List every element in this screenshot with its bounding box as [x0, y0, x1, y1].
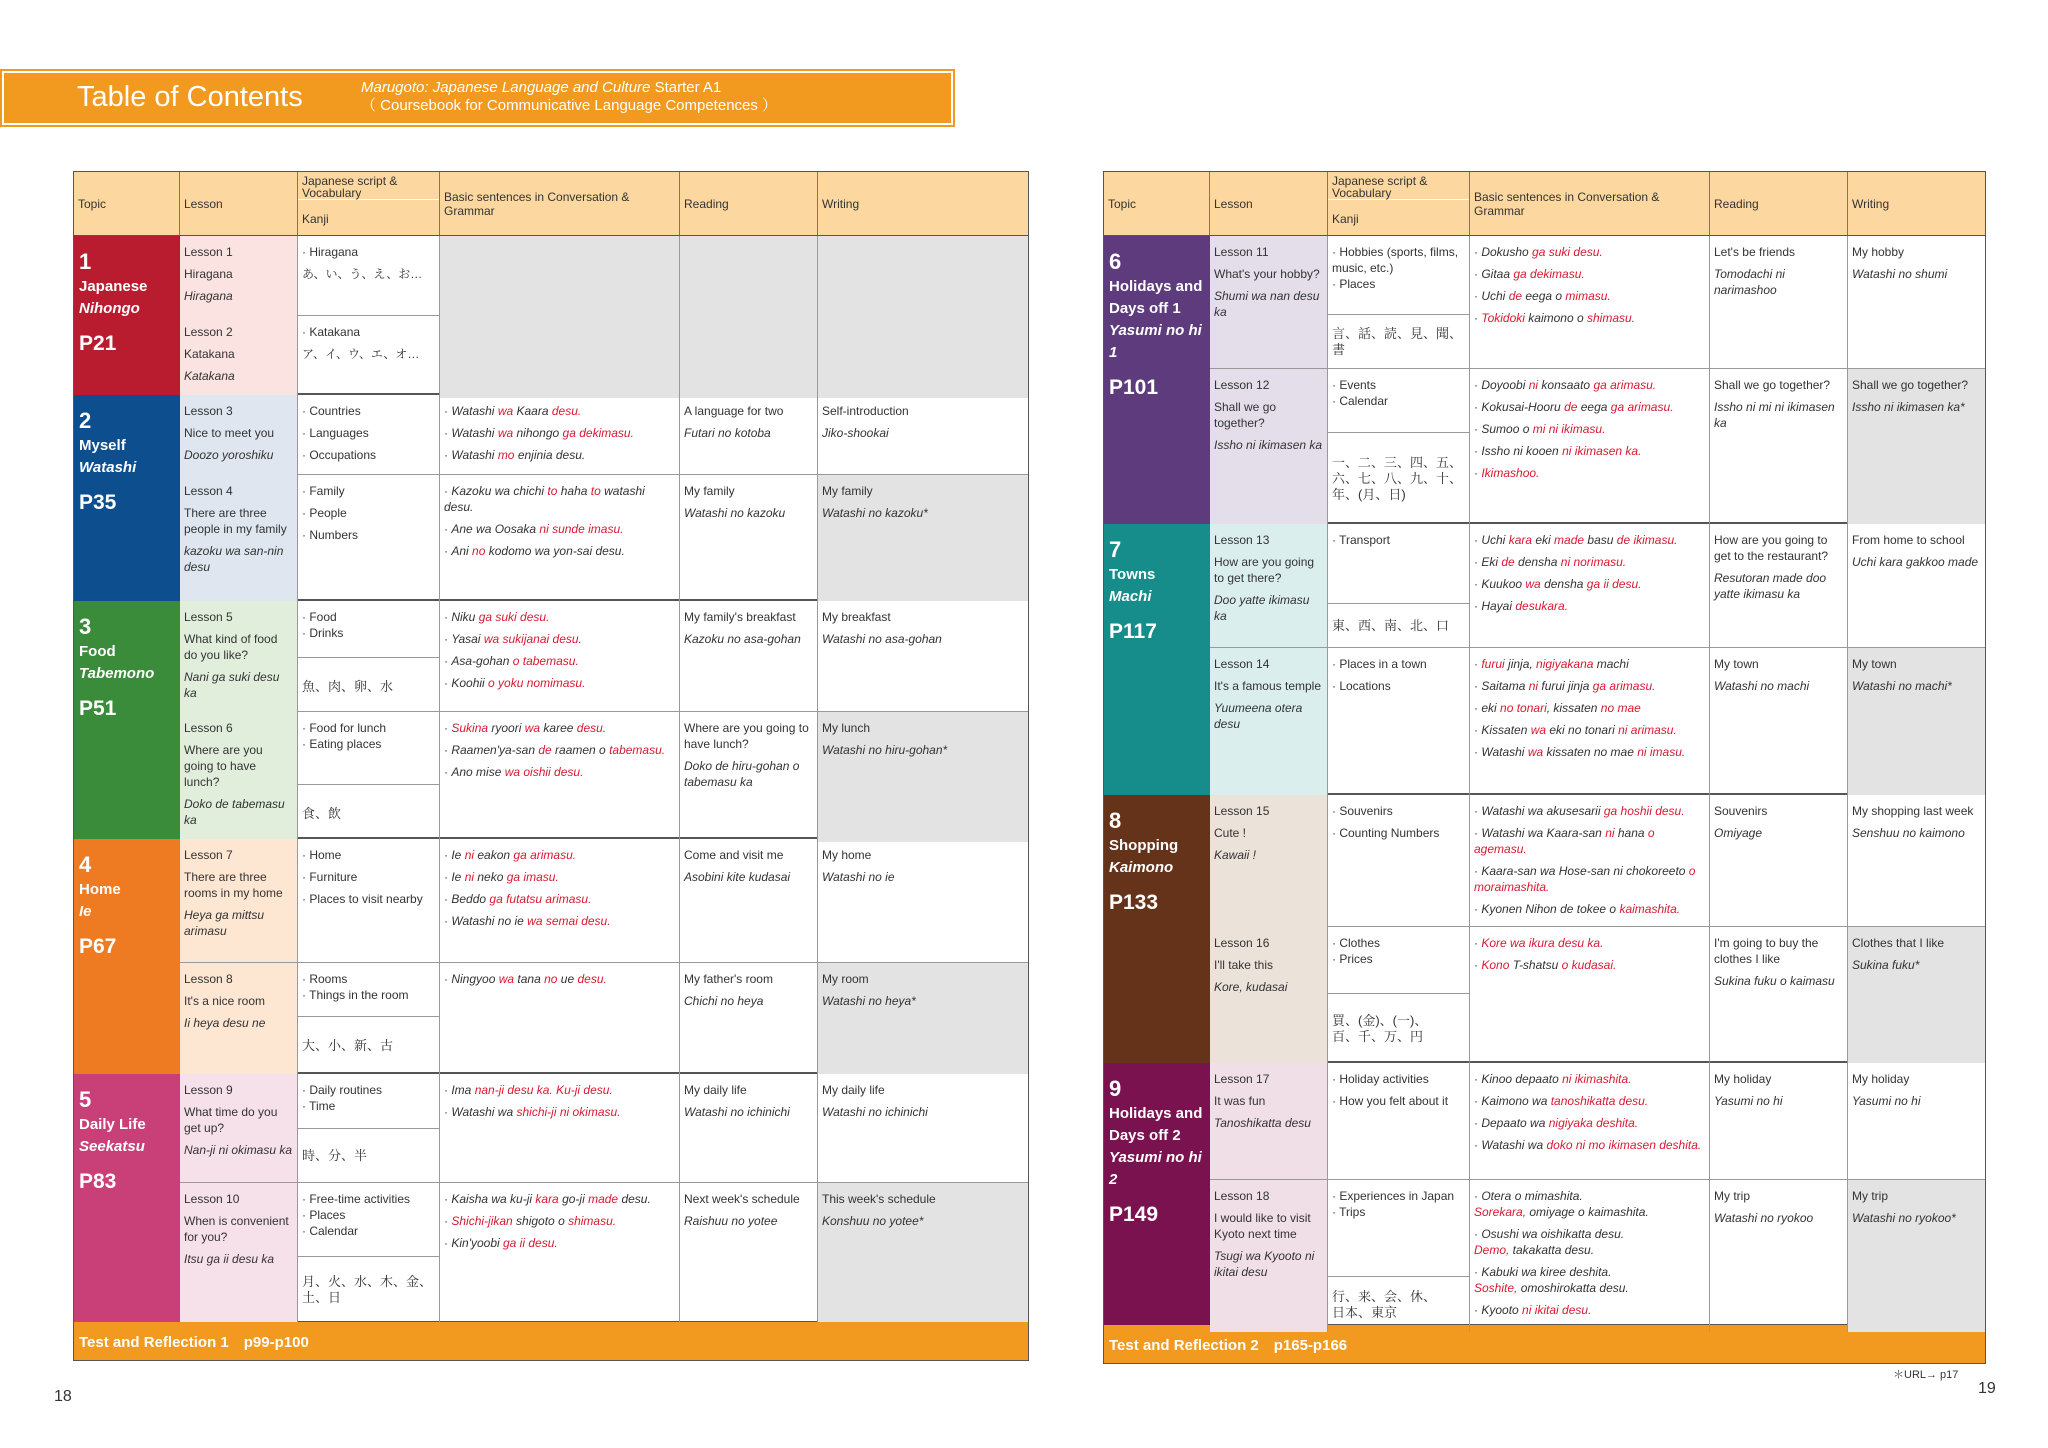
page-number-left: 18: [54, 1388, 72, 1405]
lesson-18: Lesson 18 I would like to visit Kyoto next time Tsugi wa Kyooto ni ikitai desu · Experiences in Japan · Trips 行、来、会、休、 日本、東京 · Otera o mimashita. Sorekara, omiyage o kaimashita. · Osushi wa oishikatta desu. Demo, takakatta desu. · Kabuki wa kiree deshita. Soshite, omoshirokatta desu. · Kyooto ni ikitai desu. My trip Watashi no ryokoo My trip Watashi no ryokoo*: [1210, 1180, 1985, 1325]
lesson-6: Lesson 6 Where are you going to have lunch? Doko de tabemasu ka · Food for lunch · Eating places 食、飲 · Sukina ryoori wa karee desu. · Raamen'ya-san de raamen o tabemasu. · Ano mise wa oishii desu. Where are you going to have lunch? Doko de hiru-gohan o tabemasu ka My lunch Watashi no hiru-gohan*: [180, 712, 1028, 839]
title-banner: [0, 69, 955, 127]
lesson-4: Lesson 4 There are three people in my family kazoku wa san-nin desu · Family · People · Numbers · Kazoku wa chichi to haha to watashi desu. · Ane wa Oosaka ni sunde imasu. · Ani no kodomo wa yon-sai desu. My family Watashi no kazoku My family Watashi no kazoku*: [180, 475, 1028, 601]
lesson-10: Lesson 10 When is convenient for you? Itsu ga ii desu ka · Free-time activities · Places · Calendar 月、火、水、木、金、 土、日 · Kaisha wa ku-ji kara go-ji made desu. · Shichi-jikan shigoto o shimasu. · Kin'yoobi ga ii desu. Next week's schedule Raishuu no yotee This week's schedule Konshuu no yotee*: [180, 1183, 1028, 1322]
book-subtitle: Marugoto: Japanese Language and Culture Starter A1 （ Coursebook for Communicative Language Competences ）: [361, 79, 778, 114]
lesson-16: Lesson 16 I'll take this Kore, kudasai · Clothes · Prices 買、(金)、(一)、 百、千、万、円 · Kore wa ikura desu ka. · Kono T-shatsu o kudasai. I'm going to buy the clothes I like Sukina fuku o kaimasu Clothes that I like Sukina fuku*: [1210, 927, 1985, 1063]
topic-2: 2 Myself Watashi P35 Lesson 3 Nice to meet you Doozo yoroshiku · Countries · Languages · Occupations · Watashi wa Kaara desu. · Watashi wa nihongo ga dekimasu. · Watashi mo enjinia desu. A language for two Futari no kotoba Self-introduction Jiko-shookai Lesson 4 There are three people in my family kazoku wa san-nin desu · Family · People · Numbers · Kazoku wa chichi to haha to watashi desu. · Ane wa Oosaka ni sunde imasu. · Ani no kodomo wa yon-sai desu. My family Watashi no kazoku My family Watashi no kazoku*: [74, 395, 1028, 601]
lesson-8: Lesson 8 It's a nice room Ii heya desu ne · Rooms · Things in the room 大、小、新、古 · Ningyoo wa tana no ue desu. My father's room Chichi no heya My room Watashi no heya*: [180, 963, 1028, 1074]
table-header: Topic Lesson Japanese script & Vocabulary Kanji Basic sentences in Conversation & Grammar Reading Writing: [74, 172, 1028, 236]
table-header: Topic Lesson Japanese script & Vocabulary Kanji Basic sentences in Conversation & Grammar Reading Writing: [1104, 172, 1985, 236]
lesson-3: Lesson 3 Nice to meet you Doozo yoroshiku · Countries · Languages · Occupations · Watashi wa Kaara desu. · Watashi wa nihongo ga dekimasu. · Watashi mo enjinia desu. A language for two Futari no kotoba Self-introduction Jiko-shookai: [180, 395, 1028, 475]
topic-5: 5 Daily Life Seekatsu P83 Lesson 9 What time do you get up? Nan-ji ni okimasu ka · Daily routines · Time 時、分、半 · Ima nan-ji desu ka. Ku-ji desu. · Watashi wa shichi-ji ni okimasu. My daily life Watashi no ichinichi My daily life Watashi no ichinichi Lesson 10 When is convenient for you? Itsu ga ii desu ka · Free-time activities · Places · Calendar 月、火、水、木、金、 土、日 · Kaisha wa ku-ji kara go-ji made desu. · Shichi-jikan shigoto o shimasu. · Kin'yoobi ga ii desu. Next week's schedule Raishuu no yotee This week's schedule Konshuu no yotee*: [74, 1074, 1028, 1322]
contents-table-right: [1103, 171, 1986, 1364]
lesson-15: Lesson 15 Cute ! Kawaii ! · Souvenirs · Counting Numbers · Watashi wa akusesarii ga hoshii desu. · Watashi wa Kaara-san ni hana o agemasu. · Kaara-san wa Hose-san ni chokoreeto o moraimashita. · Kyonen Nihon de tokee o kaimashita. Souvenirs Omiyage My shopping last week Senshuu no kaimono: [1210, 795, 1985, 927]
topic-7: 7 Towns Machi P117 Lesson 13 How are you going to get there? Doo yatte ikimasu ka · Transport 東、西、南、北、口 · Uchi kara eki made basu de ikimasu. · Eki de densha ni norimasu. · Kuukoo wa densha ga ii desu. · Hayai desukara. How are you going to get to the restaurant? Resutoran made doo yatte ikimasu ka From home to school Uchi kara gakkoo made Lesson 14 It's a famous temple Yuumeena otera desu · Places in a town · Locations · furui jinja, nigiyakana machi · Saitama ni furui jinja ga arimasu. · eki no tonari, kissaten no mae · Kissaten wa eki no tonari ni arimasu. · Watashi wa kissaten no mae ni imasu. My town Watashi no machi My town Watashi no machi*: [1104, 524, 1985, 795]
url-footnote: ＊URL→ p17: [1893, 1369, 1959, 1381]
lesson-11: Lesson 11 What's your hobby? Shumi wa nan desu ka · Hobbies (sports, films, music, etc.) · Places 言、話、読、見、聞、 書 · Dokusho ga suki desu. · Gitaa ga dekimasu. · Uchi de eega o mimasu. · Tokidoki kaimono o shimasu. Let's be friends Tomodachi ni narimashoo My hobby Watashi no shumi: [1210, 236, 1985, 369]
topic-1: 1 Japanese Nihongo P21 Lesson 1 Hiragana Hiragana · Hiragana あ、い、う、え、お… Lesson 2 Katakana Katakana · Katakana ア、イ、ウ、エ、オ…: [74, 236, 1028, 395]
topic-4: 4 Home Ie P67 Lesson 7 There are three rooms in my home Heya ga mittsu arimasu · Home · Furniture · Places to visit nearby · Ie ni eakon ga arimasu. · Ie ni neko ga imasu. · Beddo ga futatsu arimasu. · Watashi no ie wa semai desu. Come and visit me Asobini kite kudasai My home Watashi no ie Lesson 8 It's a nice room Ii heya desu ne · Rooms · Things in the room 大、小、新、古 · Ningyoo wa tana no ue desu. My father's room Chichi no heya My room Watashi no heya*: [74, 839, 1028, 1074]
lesson-7: Lesson 7 There are three rooms in my home Heya ga mittsu arimasu · Home · Furniture · Places to visit nearby · Ie ni eakon ga arimasu. · Ie ni neko ga imasu. · Beddo ga futatsu arimasu. · Watashi no ie wa semai desu. Come and visit me Asobini kite kudasai My home Watashi no ie: [180, 839, 1028, 963]
topic-9: 9 Holidays and Days off 2 Yasumi no hi 2 P149 Lesson 17 It was fun Tanoshikatta desu · Holiday activities · How you felt about it · Kinoo depaato ni ikimashita. · Kaimono wa tanoshikatta desu. · Depaato wa nigiyaka deshita. · Watashi wa doko ni mo ikimasen deshita. My holiday Yasumi no hi My holiday Yasumi no hi Lesson 18 I would like to visit Kyoto next time Tsugi wa Kyooto ni ikitai desu · Experiences in Japan · Trips 行、来、会、休、 日本、東京 · Otera o mimashita. Sorekara, omiyage o kaimashita. · Osushi wa oishikatta desu. Demo, takakatta desu. · Kabuki wa kiree deshita. Soshite, omoshirokatta desu. · Kyooto ni ikitai desu. My trip Watashi no ryokoo My trip Watashi no ryokoo*: [1104, 1063, 1985, 1325]
lesson-2: Lesson 2 Katakana Katakana · Katakana ア、イ、ウ、エ、オ…: [180, 316, 1028, 395]
lesson-17: Lesson 17 It was fun Tanoshikatta desu · Holiday activities · How you felt about it · Kinoo depaato ni ikimashita. · Kaimono wa tanoshikatta desu. · Depaato wa nigiyaka deshita. · Watashi wa doko ni mo ikimasen deshita. My holiday Yasumi no hi My holiday Yasumi no hi: [1210, 1063, 1985, 1180]
contents-table-left: [73, 171, 1029, 1361]
topic-8: 8 Shopping Kaimono P133 Lesson 15 Cute ! Kawaii ! · Souvenirs · Counting Numbers · Watashi wa akusesarii ga hoshii desu. · Watashi wa Kaara-san ni hana o agemasu. · Kaara-san wa Hose-san ni chokoreeto o moraimashita. · Kyonen Nihon de tokee o kaimashita. Souvenirs Omiyage My shopping last week Senshuu no kaimono Lesson 16 I'll take this Kore, kudasai · Clothes · Prices 買、(金)、(一)、 百、千、万、円 · Kore wa ikura desu ka. · Kono T-shatsu o kudasai. I'm going to buy the clothes I like Sukina fuku o kaimasu Clothes that I like Sukina fuku*: [1104, 795, 1985, 1063]
topic-6: 6 Holidays and Days off 1 Yasumi no hi 1 P101 Lesson 11 What's your hobby? Shumi wa nan desu ka · Hobbies (sports, films, music, etc.) · Places 言、話、読、見、聞、 書 · Dokusho ga suki desu. · Gitaa ga dekimasu. · Uchi de eega o mimasu. · Tokidoki kaimono o shimasu. Let's be friends Tomodachi ni narimashoo My hobby Watashi no shumi Lesson 12 Shall we go together? Issho ni ikimasen ka · Events · Calendar 一、二、三、四、五、 六、七、八、九、十、 年、(月、日) · Doyoobi ni konsaato ga arimasu. · Kokusai-Hooru de eega ga arimasu. · Sumoo o mi ni ikimasu. · Issho ni kooen ni ikimasen ka. · Ikimashoo. Shall we go together? Issho ni mi ni ikimasen ka Shall we go together? Issho ni ikimasen ka*: [1104, 236, 1985, 524]
page-number-right: 19: [1978, 1380, 1996, 1397]
test-reflection-2: Test and Reflection 2 p165-p166: [1104, 1325, 1985, 1363]
lesson-9: Lesson 9 What time do you get up? Nan-ji ni okimasu ka · Daily routines · Time 時、分、半 · Ima nan-ji desu ka. Ku-ji desu. · Watashi wa shichi-ji ni okimasu. My daily life Watashi no ichinichi My daily life Watashi no ichinichi: [180, 1074, 1028, 1183]
lesson-5: Lesson 5 What kind of food do you like? Nani ga suki desu ka · Food · Drinks 魚、肉、卵、水 · Niku ga suki desu. · Yasai wa sukijanai desu. · Asa-gohan o tabemasu. · Koohii o yoku nomimasu. My family's breakfast Kazoku no asa-gohan My breakfast Watashi no asa-gohan: [180, 601, 1028, 712]
lesson-13: Lesson 13 How are you going to get there? Doo yatte ikimasu ka · Transport 東、西、南、北、口 · Uchi kara eki made basu de ikimasu. · Eki de densha ni norimasu. · Kuukoo wa densha ga ii desu. · Hayai desukara. How are you going to get to the restaurant? Resutoran made doo yatte ikimasu ka From home to school Uchi kara gakkoo made: [1210, 524, 1985, 648]
page-title: Table of Contents: [77, 81, 303, 113]
test-reflection-1: Test and Reflection 1 p99-p100: [74, 1322, 1028, 1360]
lesson-1: Lesson 1 Hiragana Hiragana · Hiragana あ、い、う、え、お…: [180, 236, 1028, 316]
lesson-14: Lesson 14 It's a famous temple Yuumeena otera desu · Places in a town · Locations · furui jinja, nigiyakana machi · Saitama ni furui jinja ga arimasu. · eki no tonari, kissaten no mae · Kissaten wa eki no tonari ni arimasu. · Watashi wa kissaten no mae ni imasu. My town Watashi no machi My town Watashi no machi*: [1210, 648, 1985, 795]
topic-3: 3 Food Tabemono P51 Lesson 5 What kind of food do you like? Nani ga suki desu ka · Food · Drinks 魚、肉、卵、水 · Niku ga suki desu. · Yasai wa sukijanai desu. · Asa-gohan o tabemasu. · Koohii o yoku nomimasu. My family's breakfast Kazoku no asa-gohan My breakfast Watashi no asa-gohan Lesson 6 Where are you going to have lunch? Doko de tabemasu ka · Food for lunch · Eating places 食、飲 · Sukina ryoori wa karee desu. · Raamen'ya-san de raamen o tabemasu. · Ano mise wa oishii desu. Where are you going to have lunch? Doko de hiru-gohan o tabemasu ka My lunch Watashi no hiru-gohan*: [74, 601, 1028, 839]
lesson-12: Lesson 12 Shall we go together? Issho ni ikimasen ka · Events · Calendar 一、二、三、四、五、 六、七、八、九、十、 年、(月、日) · Doyoobi ni konsaato ga arimasu. · Kokusai-Hooru de eega ga arimasu. · Sumoo o mi ni ikimasu. · Issho ni kooen ni ikimasen ka. · Ikimashoo. Shall we go together? Issho ni mi ni ikimasen ka Shall we go together? Issho ni ikimasen ka*: [1210, 369, 1985, 524]
